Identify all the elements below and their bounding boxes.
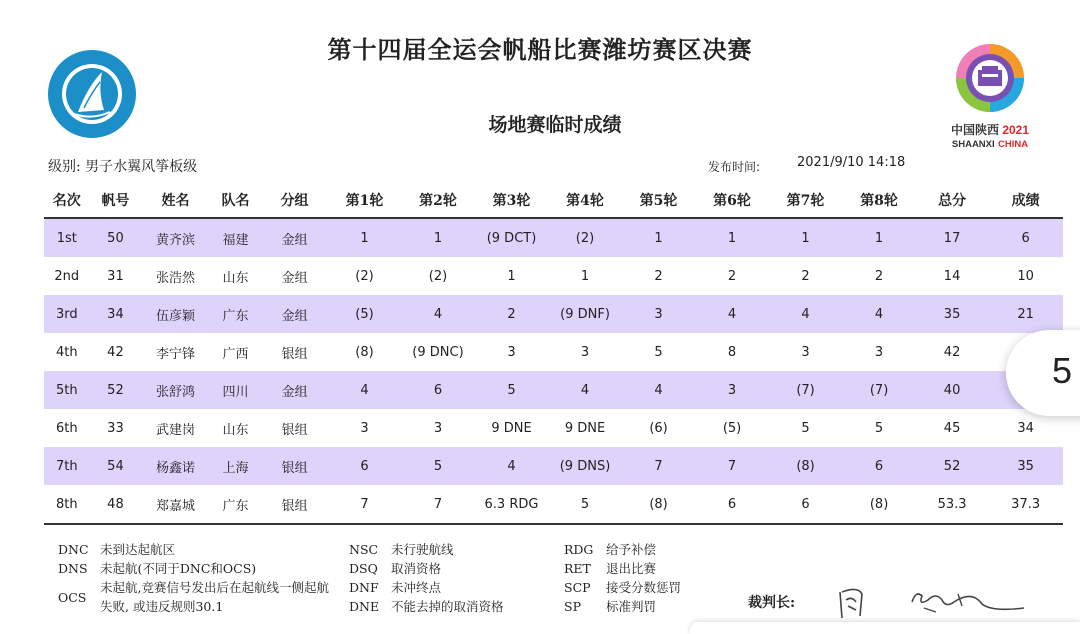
cell-race-8: (8) (842, 485, 916, 524)
legend-column-1 (58, 540, 336, 616)
legend-item (564, 559, 681, 578)
table-row (44, 333, 1063, 371)
cell-race-4: 5 (548, 485, 622, 524)
cell-race-8: 1 (842, 218, 916, 257)
cell-sail-number: 31 (107, 268, 124, 284)
cell-race-8: 2 (874, 268, 884, 284)
logo-china-text: CHINA (998, 139, 1029, 150)
cell-total: 14 (943, 268, 961, 284)
cell-race-8: 4 (842, 295, 916, 333)
cell-race-8: (7) (842, 371, 916, 409)
cell-sail-number: 48 (90, 485, 142, 524)
cell-race-3: 3 (507, 344, 516, 360)
cell-race-7: 4 (769, 295, 843, 333)
publish-time-label: 发布时间: (708, 160, 761, 174)
legend-item (349, 578, 504, 597)
cell-race-5: (6) (649, 420, 668, 436)
cell-race-6: 4 (695, 295, 769, 333)
cell-team: 广东 (210, 485, 262, 524)
legend-code: DSQ (349, 561, 378, 576)
legend-text: 给予补偿 (606, 542, 657, 557)
cell-race-3: 9 DNE (491, 420, 532, 436)
table-row (44, 257, 1063, 295)
cell-race-8: 5 (874, 420, 884, 436)
table-row (44, 218, 1063, 257)
header-race-2: 第2轮 (401, 183, 475, 218)
cell-race-6: 3 (695, 371, 769, 409)
cell-name: 伍彦颖 (141, 295, 209, 333)
cell-race-3: 4 (475, 447, 549, 485)
cell-name: 张舒鸿 (141, 371, 209, 409)
legend-item (349, 559, 504, 578)
cell-race-7: (7) (769, 371, 843, 409)
cell-race-3: 5 (475, 371, 549, 409)
cell-group: 金组 (261, 295, 327, 333)
legend-item (349, 540, 504, 559)
cell-group: 银组 (281, 346, 308, 362)
legend-column-3 (564, 540, 681, 616)
legend-text: 未起航(不同于DNC和OCS) (100, 561, 257, 576)
cell-race-1: 4 (328, 371, 402, 409)
legend-code: SCP (564, 580, 591, 595)
legend-item (349, 597, 504, 616)
header-team: 队名 (210, 183, 262, 218)
cell-race-3: 6.3 RDG (475, 485, 549, 524)
table-row (44, 485, 1063, 524)
legend-text: 接受分数惩罚 (606, 580, 682, 595)
legend-code: DNS (58, 561, 88, 576)
logo-shaanxi-text: SHAANXI (951, 139, 995, 150)
cell-team: 广西 (222, 346, 249, 362)
cell-rank: 5th (44, 371, 90, 409)
cell-race-1: (8) (355, 344, 374, 360)
cell-group: 银组 (261, 447, 327, 485)
page-number: 5 (1052, 350, 1073, 391)
legend-item (58, 578, 336, 616)
legend-text: 退出比赛 (606, 561, 657, 576)
cell-race-4: 3 (580, 344, 590, 360)
legend-text: 不能去掉的取消资格 (391, 599, 504, 614)
cell-race-5: 5 (654, 344, 663, 360)
cell-team: 四川 (210, 371, 262, 409)
cell-race-8: 6 (842, 447, 916, 485)
legend-item (564, 540, 681, 559)
chief-judge-label: 裁判长: (748, 595, 796, 611)
cell-race-7: 2 (801, 268, 810, 284)
cell-race-1: 7 (328, 485, 402, 524)
legend-code: NSC (349, 542, 379, 557)
cell-sail-number: 52 (90, 371, 142, 409)
cell-group: 金组 (281, 270, 308, 286)
table-row (44, 295, 1063, 333)
cell-race-6: (5) (722, 420, 742, 436)
legend-code: SP (564, 599, 581, 614)
bottom-sheet-edge (690, 622, 1080, 634)
cell-race-4: 1 (580, 268, 590, 284)
header-race-6: 第6轮 (695, 183, 769, 218)
logo-region-text: 中国陕西 (950, 123, 999, 137)
header-group: 分组 (261, 183, 327, 218)
legend-code: RET (564, 561, 591, 576)
table-row (44, 409, 1063, 447)
cell-race-6: 1 (695, 218, 769, 257)
cell-race-1: 6 (328, 447, 402, 485)
cell-race-8: 3 (874, 344, 884, 360)
header-race-4: 第4轮 (548, 183, 622, 218)
table-row (44, 371, 1063, 409)
header-race-3: 第3轮 (475, 183, 549, 218)
cell-race-5: 3 (622, 295, 696, 333)
cell-rank: 6th (55, 420, 78, 436)
cell-team: 山东 (222, 270, 249, 286)
cell-net-score: 37.3 (988, 485, 1063, 524)
cell-group: 金组 (261, 218, 327, 257)
publish-time-value: 2021/9/10 14:18 (797, 155, 906, 170)
cell-race-7: 5 (801, 420, 810, 436)
cell-race-5: 4 (622, 371, 696, 409)
legend-code: OCS (58, 589, 87, 605)
cell-name: 武建岗 (155, 422, 195, 438)
cell-name: 张浩然 (155, 270, 195, 286)
cell-total: 17 (916, 218, 988, 257)
cell-sail-number: 42 (107, 344, 124, 360)
page-subtitle: 场地赛临时成绩 (488, 114, 622, 136)
cell-race-2: 5 (401, 447, 475, 485)
cell-race-3: (9 DCT) (475, 218, 549, 257)
cell-race-5: (8) (622, 485, 696, 524)
logo-year-text: 2021 (1002, 123, 1030, 137)
cell-net-score: 10 (1017, 268, 1034, 284)
header-race-1: 第1轮 (328, 183, 402, 218)
legend-item (58, 540, 336, 559)
legend-text: 未冲终点 (391, 580, 442, 595)
table-header-row (44, 183, 1063, 218)
cell-team: 福建 (210, 218, 262, 257)
cell-sail-number: 34 (90, 295, 142, 333)
cell-net-score: 34 (1017, 420, 1034, 436)
header-name: 姓名 (141, 183, 209, 218)
cell-group: 银组 (281, 422, 308, 438)
cell-team: 山东 (222, 422, 249, 438)
results-table (44, 183, 1063, 525)
cell-rank: 4th (55, 344, 78, 360)
cell-team: 广东 (210, 295, 262, 333)
cell-race-2: 3 (433, 420, 443, 436)
header-net-score: 成绩 (988, 183, 1063, 218)
cell-race-7: 3 (801, 344, 810, 360)
cell-race-5: 1 (622, 218, 696, 257)
cell-race-2: 1 (401, 218, 475, 257)
cell-race-4: (2) (548, 218, 622, 257)
header-race-7: 第7轮 (769, 183, 843, 218)
cell-race-7: 1 (769, 218, 843, 257)
cell-team: 上海 (210, 447, 262, 485)
cell-race-2: 4 (401, 295, 475, 333)
cell-rank: 3rd (44, 295, 90, 333)
cell-race-2: 6 (401, 371, 475, 409)
cell-race-1: (2) (355, 268, 374, 284)
cell-total: 35 (916, 295, 988, 333)
header-race-8: 第8轮 (842, 183, 916, 218)
cell-name: 杨鑫诺 (141, 447, 209, 485)
legend-item (564, 597, 681, 616)
header-rank: 名次 (44, 183, 90, 218)
cell-race-4: 9 DNE (564, 420, 606, 436)
legend-column-2 (349, 540, 504, 616)
cell-rank: 2nd (54, 268, 80, 284)
cell-race-6: 7 (695, 447, 769, 485)
cell-race-2: 7 (401, 485, 475, 524)
legend-code: DNC (58, 542, 89, 557)
cell-group: 金组 (261, 371, 327, 409)
cell-race-6: 8 (727, 344, 737, 360)
cell-rank: 8th (44, 485, 90, 524)
cell-race-4: (9 DNF) (548, 295, 622, 333)
cell-total: 52 (916, 447, 988, 485)
legend-code: DNF (349, 580, 379, 595)
cell-race-5: 7 (622, 447, 696, 485)
header-race-5: 第5轮 (622, 183, 696, 218)
cell-net-score: 21 (988, 295, 1063, 333)
cell-group: 银组 (261, 485, 327, 524)
legend-text: 取消资格 (391, 561, 442, 576)
cell-race-1: 1 (328, 218, 402, 257)
cell-sail-number: 54 (90, 447, 142, 485)
legend-item (58, 559, 336, 578)
cell-race-2: (9 DNC) (412, 344, 464, 360)
table-row (44, 447, 1063, 485)
cell-race-7: (8) (769, 447, 843, 485)
cell-name: 李宁锋 (155, 346, 195, 362)
cell-rank: 1st (44, 218, 90, 257)
header-total: 总分 (916, 183, 988, 218)
cell-race-4: (9 DNS) (548, 447, 622, 485)
cell-race-2: (2) (428, 268, 448, 284)
cell-total: 53.3 (916, 485, 988, 524)
cell-total: 45 (943, 420, 961, 436)
legend-text: 未到达起航区 (100, 542, 176, 557)
legend-text: 未行驶航线 (391, 542, 454, 557)
cell-total: 42 (943, 344, 961, 360)
cell-race-5: 2 (654, 268, 663, 284)
cell-race-3: 2 (475, 295, 549, 333)
legend-item (564, 578, 681, 597)
judge-signature (832, 572, 1032, 622)
cell-race-6: 2 (727, 268, 737, 284)
cell-sail-number: 50 (90, 218, 142, 257)
cell-race-6: 6 (695, 485, 769, 524)
cell-race-1: 3 (360, 420, 369, 436)
cell-net-score: 6 (988, 218, 1063, 257)
cell-total: 40 (916, 371, 988, 409)
cell-rank: 7th (44, 447, 90, 485)
cell-race-4: 4 (548, 371, 622, 409)
cell-race-3: 1 (507, 268, 516, 284)
legend-code: RDG (564, 542, 594, 557)
cell-sail-number: 33 (107, 420, 124, 436)
cell-net-score: 35 (988, 447, 1063, 485)
class-label: 级别: 男子水翼风筝板级 (48, 159, 198, 175)
legend-text: 标准判罚 (606, 599, 657, 614)
page-title: 第十四届全运会帆船比赛潍坊赛区决赛 (327, 35, 753, 64)
legend-code: DNE (349, 599, 380, 614)
cell-race-7: 6 (769, 485, 843, 524)
cell-name: 郑嘉城 (141, 485, 209, 524)
cell-name: 黄齐滨 (141, 218, 209, 257)
cell-race-1: (5) (328, 295, 402, 333)
header-sail-number: 帆号 (90, 183, 142, 218)
legend-text: 未起航,竞赛信号发出后在起航线一侧起航失败, 或违反规则30.1 (100, 580, 329, 614)
